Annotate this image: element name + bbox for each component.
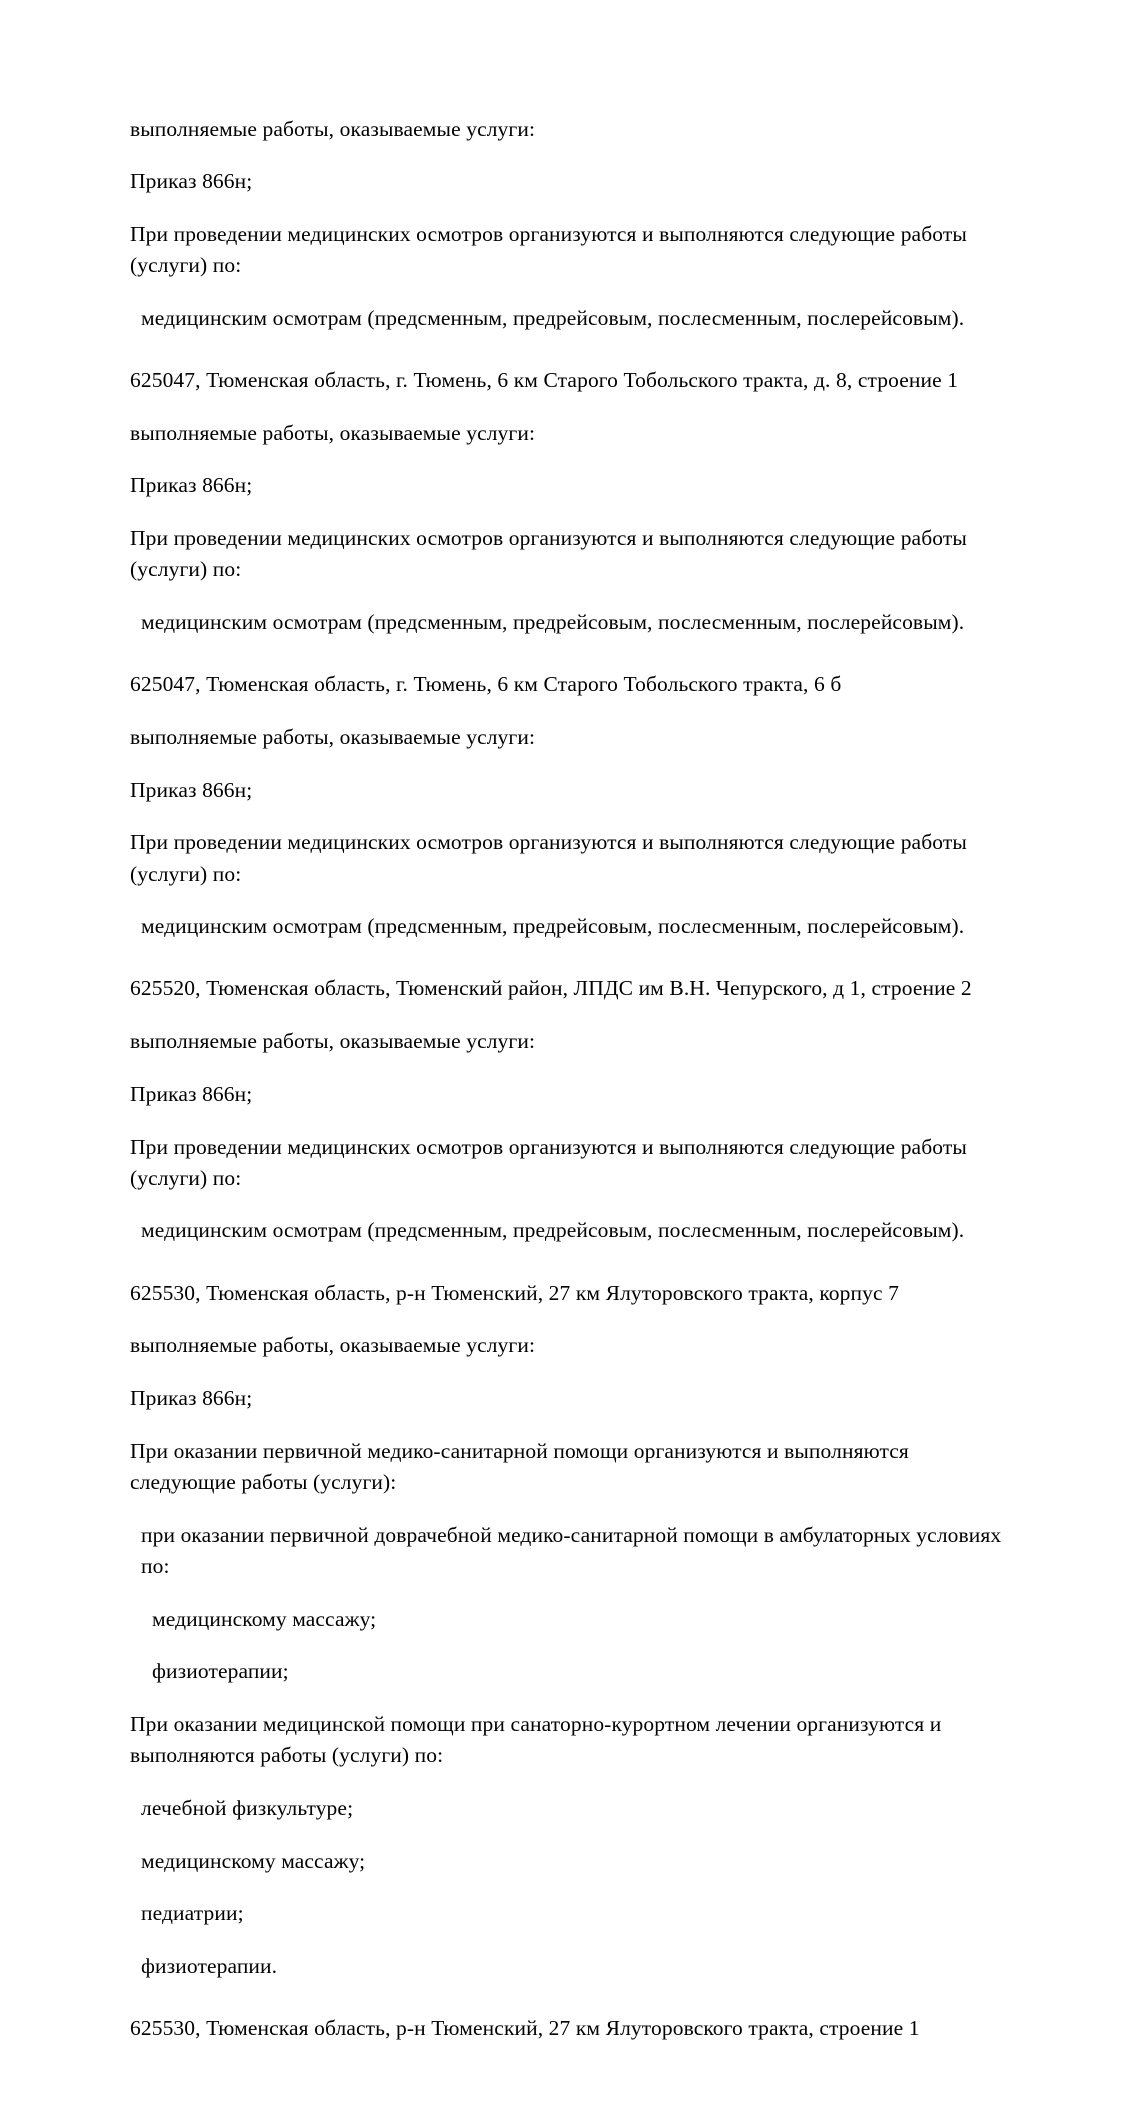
text-line: выполняемые работы, оказываемые услуги: [130, 420, 536, 445]
text-line: лечебной физкультуре; [141, 1795, 354, 1820]
text-line: медицинским осмотрам (предсменным, предрейсовым, послесменным, послерейсовым). [141, 914, 965, 939]
text-line: медицинскому массажу; [141, 1848, 366, 1873]
text-block [130, 669, 1002, 942]
text-line: медицинским осмотрам (предсменным, предрейсовым, послесменным, послерейсовым). [141, 1218, 965, 1243]
text-block [130, 365, 1002, 638]
text-line: 625047, Тюменская область, г. Тюмень, 6 км Старого Тобольского тракта, д. 8, строение 1 [130, 368, 959, 393]
text-line: 625047, Тюменская область, г. Тюмень, 6 км Старого Тобольского тракта, 6 б [130, 672, 842, 697]
text-line: медицинским осмотрам (предсменным, предрейсовым, послесменным, послерейсовым). [141, 610, 965, 635]
text-line: выполняемые работы, оказываемые услуги: [130, 724, 536, 749]
document-body [130, 114, 1002, 2045]
text-line: При проведении медицинских осмотров организуются и выполняются следующие работы (услуги) по: [130, 830, 967, 886]
text-line: Приказ 866н; [130, 169, 253, 194]
text-line: физиотерапии. [141, 1954, 278, 1979]
text-line: выполняемые работы, оказываемые услуги: [130, 1029, 536, 1054]
text-line: 625530, Тюменская область, р-н Тюменский, 27 км Ялуторовского тракта, строение 1 [130, 2016, 920, 2041]
text-line: При проведении медицинских осмотров организуются и выполняются следующие работы (услуги) по: [130, 1134, 967, 1190]
text-block [130, 973, 1002, 1246]
text-line: Приказ 866н; [130, 1081, 253, 1106]
text-line: при оказании первичной доврачебной медико-санитарной помощи в амбулаторных условиях по: [141, 1522, 1002, 1578]
text-line: выполняемые работы, оказываемые услуги: [130, 116, 536, 141]
text-line: Приказ 866н; [130, 473, 253, 498]
text-line: физиотерапии; [152, 1659, 289, 1684]
text-block [130, 114, 1002, 335]
text-line: Приказ 866н; [130, 1386, 253, 1411]
text-line: медицинским осмотрам (предсменным, предрейсовым, послесменным, послерейсовым). [141, 305, 965, 330]
text-line: 625530, Тюменская область, р-н Тюменский, 27 км Ялуторовского тракта, корпус 7 [130, 1280, 899, 1305]
text-line: При проведении медицинских осмотров организуются и выполняются следующие работы (услуги) по: [130, 526, 967, 582]
text-block [130, 1278, 1002, 1983]
text-line: При оказании медицинской помощи при санаторно-курортном лечении организуются и выполняются работы (услуги) по: [130, 1712, 942, 1768]
text-line: При оказании первичной медико-санитарной помощи организуются и выполняются следующие работы (услуги): [130, 1438, 909, 1494]
text-line: выполняемые работы, оказываемые услуги: [130, 1333, 536, 1358]
text-line: педиатрии; [141, 1901, 244, 1926]
text-line: медицинскому массажу; [152, 1606, 377, 1631]
text-block [130, 2013, 1002, 2044]
text-line: Приказ 866н; [130, 777, 253, 802]
text-line: При проведении медицинских осмотров организуются и выполняются следующие работы (услуги) по: [130, 221, 967, 278]
text-line: 625520, Тюменская область, Тюменский район, ЛПДС им В.Н. Чепурского, д 1, строение 2 [130, 976, 972, 1001]
